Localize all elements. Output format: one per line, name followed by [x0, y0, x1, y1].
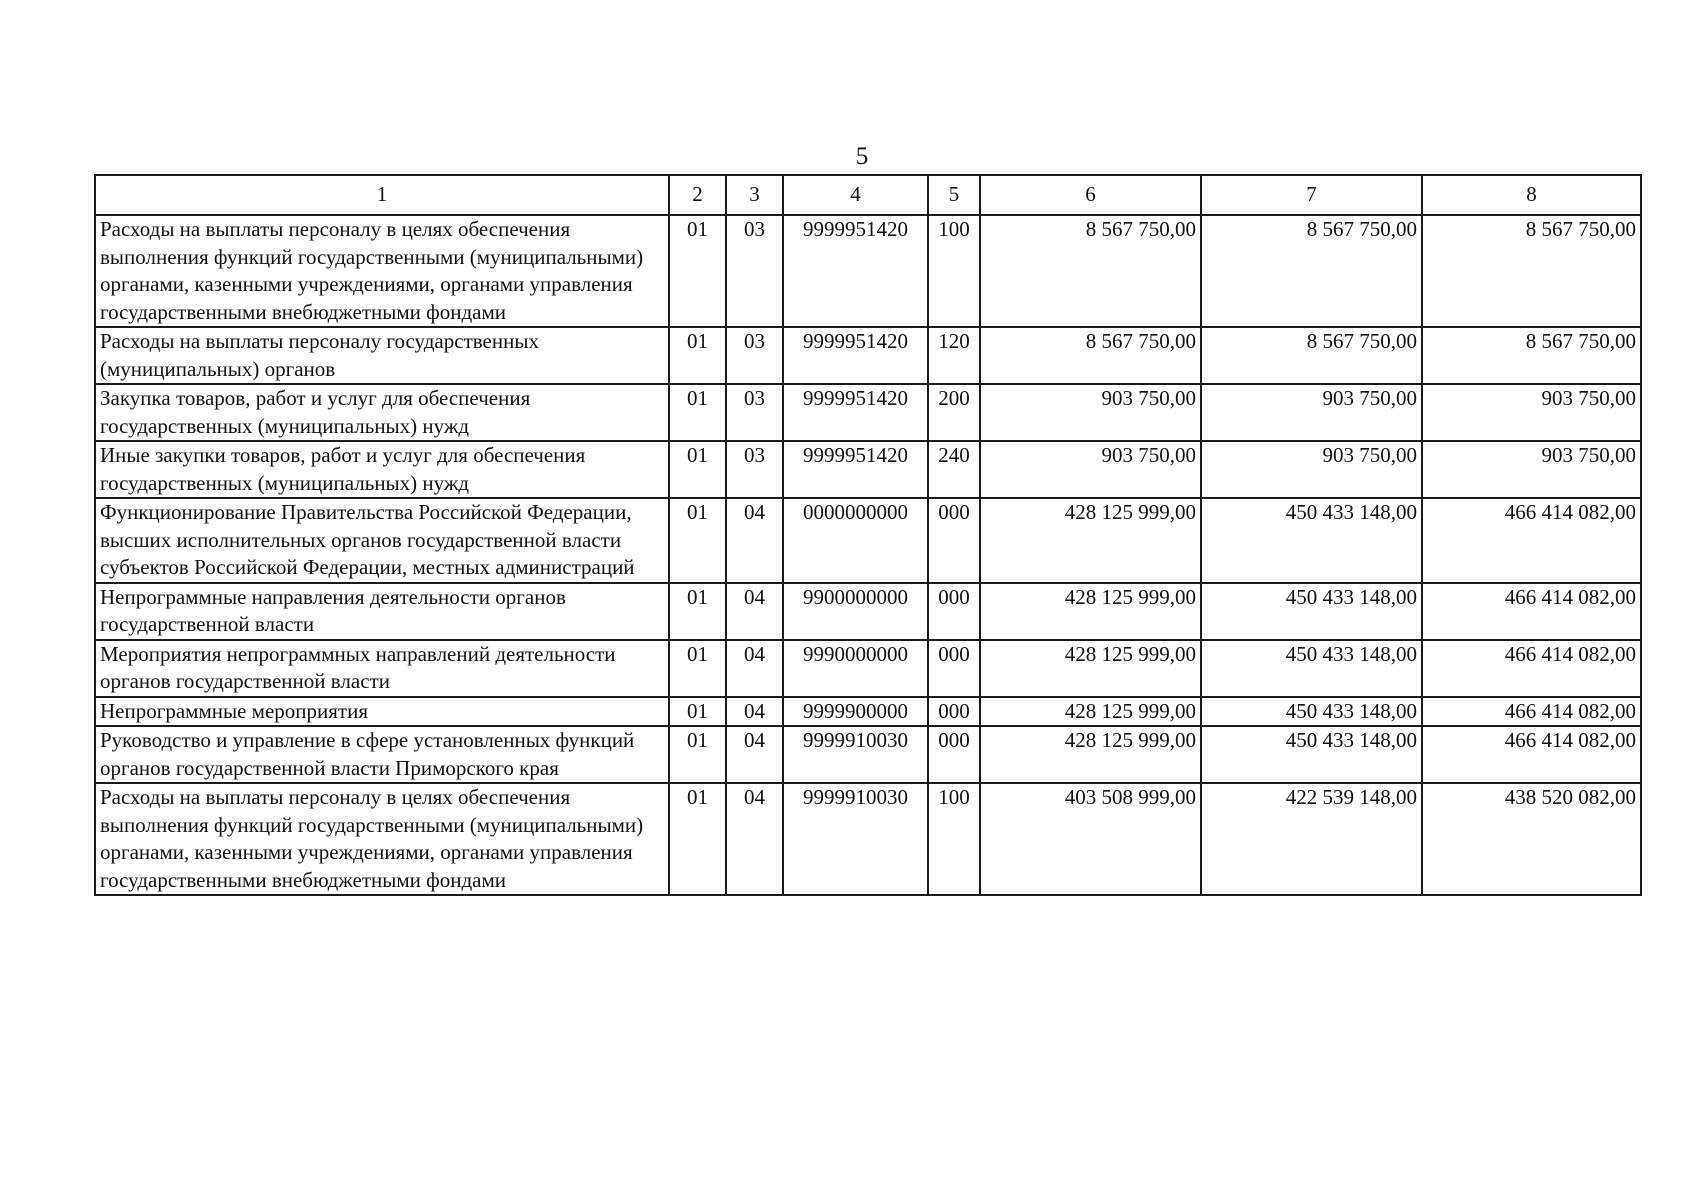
header-cell-2: 2	[669, 175, 726, 215]
row-target-code: 9999910030	[783, 726, 928, 783]
row-amount-6: 403 508 999,00	[980, 783, 1201, 895]
row-subsection: 03	[726, 215, 783, 327]
row-target-code: 9999951420	[783, 384, 928, 441]
row-amount-6: 903 750,00	[980, 441, 1201, 498]
row-amount-8: 466 414 082,00	[1422, 640, 1641, 697]
row-expense-type: 100	[928, 783, 980, 895]
row-amount-6: 903 750,00	[980, 384, 1201, 441]
row-amount-8: 8 567 750,00	[1422, 215, 1641, 327]
row-amount-6: 428 125 999,00	[980, 640, 1201, 697]
row-amount-8: 903 750,00	[1422, 384, 1641, 441]
header-cell-4: 4	[783, 175, 928, 215]
row-subsection: 04	[726, 726, 783, 783]
row-subsection: 04	[726, 640, 783, 697]
row-target-code: 0000000000	[783, 498, 928, 583]
row-name: Непрограммные мероприятия	[95, 697, 669, 727]
row-subsection: 04	[726, 583, 783, 640]
header-cell-8: 8	[1422, 175, 1641, 215]
row-name: Непрограммные направления деятельности органов государственной власти	[95, 583, 669, 640]
row-subsection: 04	[726, 697, 783, 727]
table-row	[95, 327, 1641, 384]
row-expense-type: 240	[928, 441, 980, 498]
row-amount-8: 466 414 082,00	[1422, 726, 1641, 783]
row-name: Иные закупки товаров, работ и услуг для обеспечения государственных (муниципальных) нужд	[95, 441, 669, 498]
table-row	[95, 783, 1641, 895]
header-row	[95, 175, 1641, 215]
row-subsection: 04	[726, 498, 783, 583]
row-expense-type: 000	[928, 498, 980, 583]
row-section: 01	[669, 726, 726, 783]
row-amount-7: 450 433 148,00	[1201, 498, 1422, 583]
row-section: 01	[669, 441, 726, 498]
row-amount-7: 422 539 148,00	[1201, 783, 1422, 895]
row-amount-6: 428 125 999,00	[980, 726, 1201, 783]
table-row	[95, 697, 1641, 727]
row-expense-type: 200	[928, 384, 980, 441]
row-target-code: 9990000000	[783, 640, 928, 697]
row-amount-7: 903 750,00	[1201, 441, 1422, 498]
table-row	[95, 640, 1641, 697]
row-amount-6: 8 567 750,00	[980, 327, 1201, 384]
table-row	[95, 215, 1641, 327]
row-name: Закупка товаров, работ и услуг для обеспечения государственных (муниципальных) нужд	[95, 384, 669, 441]
row-amount-8: 438 520 082,00	[1422, 783, 1641, 895]
header-cell-6: 6	[980, 175, 1201, 215]
row-section: 01	[669, 384, 726, 441]
row-expense-type: 000	[928, 583, 980, 640]
row-section: 01	[669, 783, 726, 895]
row-section: 01	[669, 640, 726, 697]
row-expense-type: 100	[928, 215, 980, 327]
row-amount-6: 428 125 999,00	[980, 697, 1201, 727]
header-cell-7: 7	[1201, 175, 1422, 215]
row-target-code: 9999951420	[783, 327, 928, 384]
row-target-code: 9999900000	[783, 697, 928, 727]
row-amount-8: 466 414 082,00	[1422, 583, 1641, 640]
row-amount-7: 8 567 750,00	[1201, 327, 1422, 384]
row-amount-7: 450 433 148,00	[1201, 583, 1422, 640]
row-subsection: 03	[726, 441, 783, 498]
table-row	[95, 726, 1641, 783]
row-section: 01	[669, 215, 726, 327]
row-target-code: 9999951420	[783, 441, 928, 498]
row-amount-7: 8 567 750,00	[1201, 215, 1422, 327]
row-amount-8: 466 414 082,00	[1422, 498, 1641, 583]
row-amount-6: 428 125 999,00	[980, 583, 1201, 640]
row-amount-7: 903 750,00	[1201, 384, 1422, 441]
table-row	[95, 384, 1641, 441]
header-cell-1: 1	[95, 175, 669, 215]
row-name: Расходы на выплаты персоналу государственных (муниципальных) органов	[95, 327, 669, 384]
row-amount-8: 466 414 082,00	[1422, 697, 1641, 727]
row-name: Мероприятия непрограммных направлений деятельности органов государственной власти	[95, 640, 669, 697]
row-amount-6: 428 125 999,00	[980, 498, 1201, 583]
row-amount-8: 8 567 750,00	[1422, 327, 1641, 384]
row-target-code: 9999951420	[783, 215, 928, 327]
row-section: 01	[669, 327, 726, 384]
row-amount-7: 450 433 148,00	[1201, 697, 1422, 727]
row-section: 01	[669, 697, 726, 727]
budget-table	[94, 174, 1642, 896]
row-expense-type: 000	[928, 726, 980, 783]
row-amount-7: 450 433 148,00	[1201, 640, 1422, 697]
row-subsection: 03	[726, 384, 783, 441]
row-name: Функционирование Правительства Российской Федерации, высших исполнительных органов государственной власти субъектов Российской Федерации, местных администраций	[95, 498, 669, 583]
row-expense-type: 120	[928, 327, 980, 384]
header-cell-5: 5	[928, 175, 980, 215]
row-subsection: 04	[726, 783, 783, 895]
table-row	[95, 498, 1641, 583]
row-expense-type: 000	[928, 697, 980, 727]
row-name: Расходы на выплаты персоналу в целях обеспечения выполнения функций государственными (муниципальными) органами, казенными учреждениями, органами управления государственными внебюджетными фондами	[95, 215, 669, 327]
row-subsection: 03	[726, 327, 783, 384]
table-row	[95, 441, 1641, 498]
row-target-code: 9999910030	[783, 783, 928, 895]
row-target-code: 9900000000	[783, 583, 928, 640]
row-amount-6: 8 567 750,00	[980, 215, 1201, 327]
row-section: 01	[669, 498, 726, 583]
page-number: 5	[855, 143, 869, 170]
header-cell-3: 3	[726, 175, 783, 215]
row-section: 01	[669, 583, 726, 640]
row-amount-8: 903 750,00	[1422, 441, 1641, 498]
row-name: Руководство и управление в сфере установленных функций органов государственной власти Приморского края	[95, 726, 669, 783]
row-expense-type: 000	[928, 640, 980, 697]
table-row	[95, 583, 1641, 640]
row-name: Расходы на выплаты персоналу в целях обеспечения выполнения функций государственными (муниципальными) органами, казенными учреждениями, органами управления государственными внебюджетными фондами	[95, 783, 669, 895]
row-amount-7: 450 433 148,00	[1201, 726, 1422, 783]
